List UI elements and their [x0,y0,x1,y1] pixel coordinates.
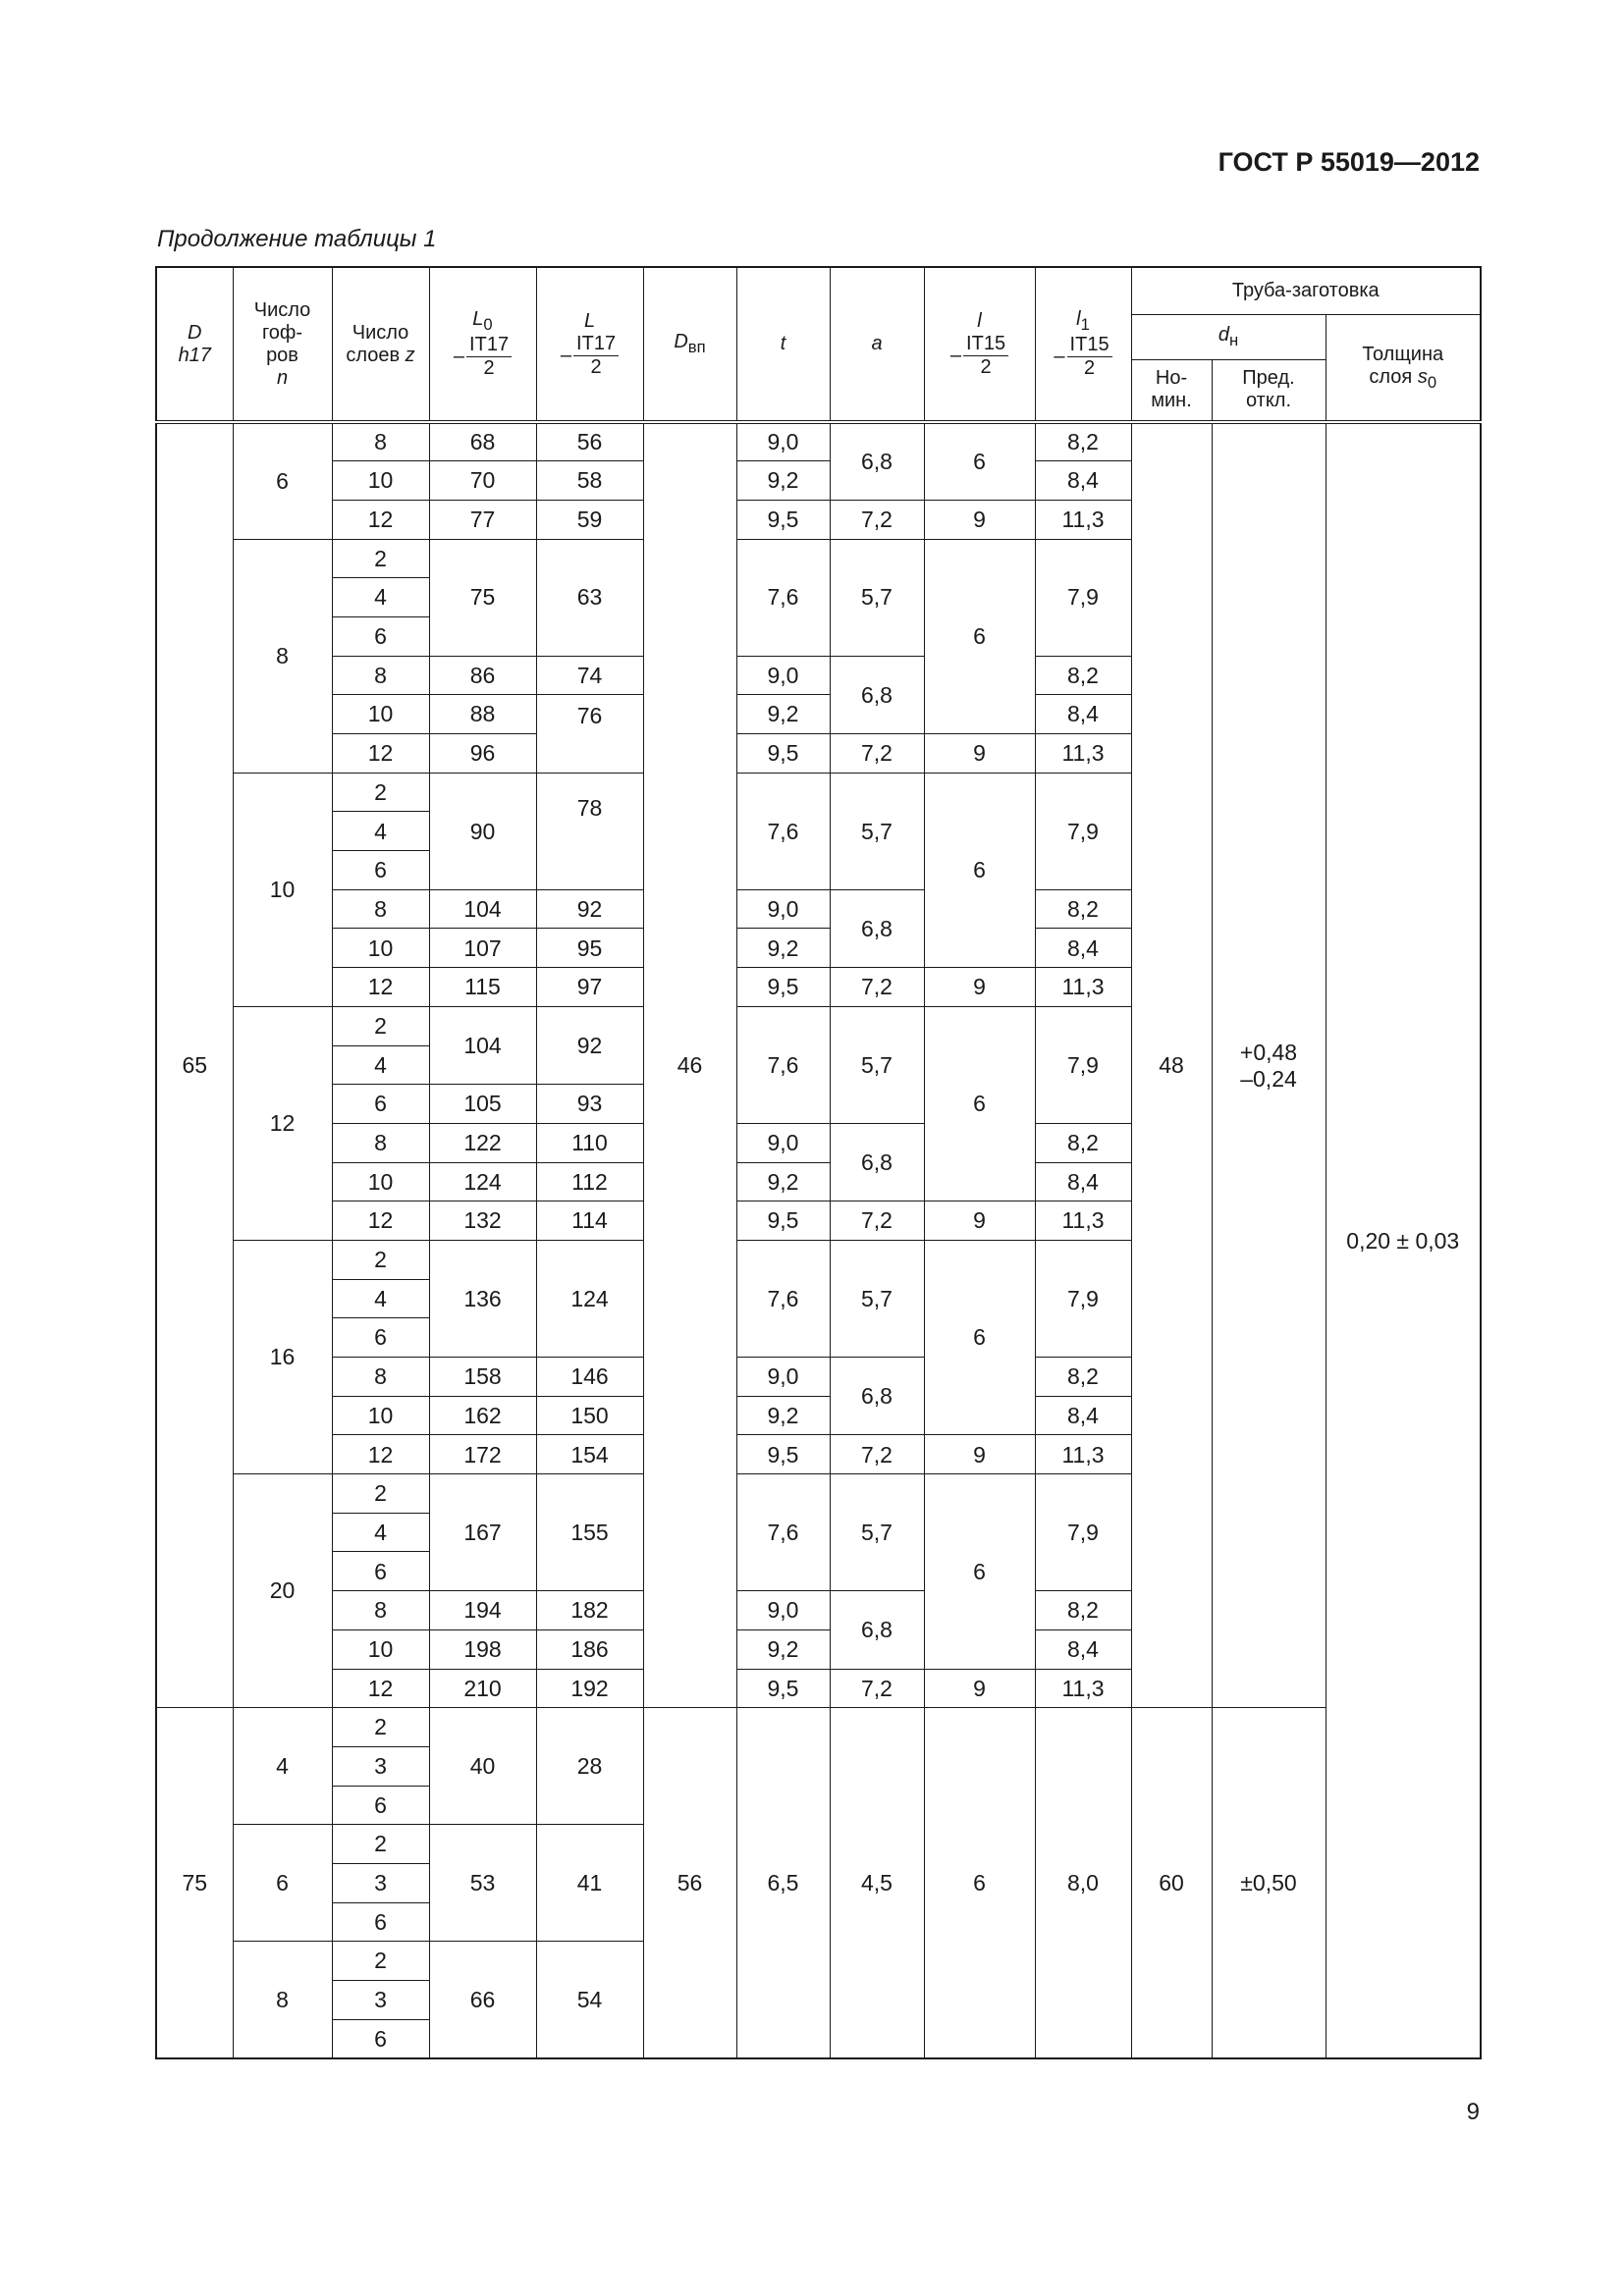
cell-t: 9,5 [736,500,830,539]
table-row [156,1708,1481,1747]
cell-l1: 7,9 [1035,539,1131,656]
cell-L0: 162 [429,1396,536,1435]
cell-z: 4 [332,1513,429,1552]
cell-t: 9,0 [736,889,830,929]
col-head-a: a [830,267,924,422]
cell-z: 2 [332,1240,429,1279]
cell-z: 4 [332,1279,429,1318]
cell-z: 6 [332,1552,429,1591]
cell-l: 9 [924,968,1035,1007]
cell-L0: 194 [429,1591,536,1630]
cell-n: 10 [233,773,332,1006]
cell-z: 6 [332,1085,429,1124]
cell-L: 92 [536,1006,643,1084]
cell-L0: 75 [429,539,536,656]
cell-l1: 7,9 [1035,1006,1131,1123]
cell-a: 7,2 [830,500,924,539]
cell-L: 76 [536,695,643,773]
cell-n: 12 [233,1006,332,1240]
cell-L0: 104 [429,889,536,929]
cell-L0: 66 [429,1942,536,2058]
col-head-L0: $L_0$ – IT17 2 [429,267,536,422]
cell-l: 6 [924,1474,1035,1669]
cell-t: 9,0 [736,656,830,695]
page-number: 9 [1466,2099,1480,2125]
cell-a: 6,8 [830,1358,924,1435]
col-head-t: t [736,267,830,422]
cell-t: 7,6 [736,1240,830,1357]
cell-L: 92 [536,889,643,929]
cell-dn-nominal: 60 [1131,1708,1212,2058]
cell-L0: 40 [429,1708,536,1825]
cell-l: 6 [924,1006,1035,1201]
col-head-l: l – IT15 2 [924,267,1035,422]
cell-L: 186 [536,1629,643,1669]
cell-t: 9,0 [736,1591,830,1630]
cell-t: 7,6 [736,1006,830,1123]
cell-L0: 124 [429,1162,536,1201]
cell-l1: 8,2 [1035,889,1131,929]
cell-z: 3 [332,1746,429,1786]
cell-L: 56 [536,422,643,461]
cell-l1: 11,3 [1035,500,1131,539]
cell-z: 4 [332,812,429,851]
cell-l1: 8,4 [1035,695,1131,734]
cell-t: 9,5 [736,1201,830,1241]
cell-z: 3 [332,1863,429,1902]
cell-L: 154 [536,1435,643,1474]
cell-L0: 198 [429,1629,536,1669]
cell-L0: 53 [429,1825,536,1942]
cell-t: 7,6 [736,539,830,656]
cell-t: 9,0 [736,1123,830,1162]
cell-l: 6 [924,773,1035,967]
cell-z: 2 [332,1942,429,1981]
cell-n: 8 [233,539,332,773]
cell-t: 7,6 [736,1474,830,1591]
cell-L: 97 [536,968,643,1007]
cell-a: 5,7 [830,1006,924,1123]
cell-l: 6 [924,539,1035,733]
cell-z: 12 [332,968,429,1007]
col-head-Dvp: $D_{вп}$ [643,267,736,422]
col-head-thickness: Толщина слоя $s_0$ [1326,314,1481,422]
cell-z: 4 [332,1045,429,1085]
col-head-pipe-blank: Труба-заготовка [1131,267,1481,314]
cell-a: 6,8 [830,889,924,967]
cell-l1: 11,3 [1035,1201,1131,1241]
dimensions-table [155,266,1482,2059]
cell-l1: 11,3 [1035,1669,1131,1708]
cell-L0: 68 [429,422,536,461]
cell-Dvp: 56 [643,1708,736,2058]
cell-L0: 70 [429,461,536,501]
cell-n: 6 [233,422,332,539]
col-head-layers: Число слоев z [332,267,429,422]
cell-l1: 11,3 [1035,734,1131,774]
cell-l1: 8,4 [1035,1162,1131,1201]
cell-z: 6 [332,1318,429,1358]
cell-L: 59 [536,500,643,539]
cell-L: 155 [536,1474,643,1591]
cell-z: 10 [332,1162,429,1201]
cell-t: 7,6 [736,773,830,889]
cell-t: 9,2 [736,695,830,734]
col-head-deviation: Пред. откл. [1212,359,1326,422]
cell-z: 2 [332,773,429,812]
cell-z: 2 [332,1825,429,1864]
cell-t: 9,2 [736,1629,830,1669]
cell-L0: 96 [429,734,536,774]
cell-n: 4 [233,1708,332,1825]
cell-L: 192 [536,1669,643,1708]
col-head-D: D h17 [156,267,233,422]
cell-a: 7,2 [830,1435,924,1474]
cell-z: 10 [332,1629,429,1669]
cell-L0: 115 [429,968,536,1007]
cell-L: 112 [536,1162,643,1201]
cell-l1: 8,4 [1035,1396,1131,1435]
cell-z: 12 [332,1435,429,1474]
cell-a: 6,8 [830,1591,924,1669]
cell-t: 9,5 [736,734,830,774]
standard-number: ГОСТ Р 55019—2012 [1218,147,1480,177]
cell-L0: 90 [429,773,536,889]
cell-z: 2 [332,1474,429,1514]
cell-l1: 7,9 [1035,1474,1131,1591]
cell-z: 2 [332,1708,429,1747]
cell-D: 75 [156,1708,233,2058]
cell-thickness: 0,20 ± 0,03 [1326,422,1481,2058]
cell-z: 2 [332,1006,429,1045]
cell-L0: 104 [429,1006,536,1084]
cell-l: 9 [924,500,1035,539]
cell-z: 6 [332,1786,429,1825]
cell-l1: 8,0 [1035,1708,1131,2058]
cell-L: 41 [536,1825,643,1942]
cell-l: 6 [924,1708,1035,2058]
table-row [156,422,1481,461]
cell-L0: 158 [429,1358,536,1397]
col-head-dn: $d_н$ [1131,314,1326,359]
cell-a: 7,2 [830,968,924,1007]
cell-t: 9,0 [736,422,830,461]
cell-L: 182 [536,1591,643,1630]
cell-t: 9,2 [736,461,830,501]
cell-a: 6,8 [830,656,924,733]
table-body [156,422,1481,2058]
cell-L: 114 [536,1201,643,1241]
cell-dn-deviation: +0,48 –0,24 [1212,422,1326,1708]
cell-l: 9 [924,1435,1035,1474]
cell-L: 150 [536,1396,643,1435]
cell-a: 7,2 [830,734,924,774]
cell-z: 10 [332,695,429,734]
cell-z: 12 [332,1669,429,1708]
col-head-L: L – IT17 2 [536,267,643,422]
cell-L: 146 [536,1358,643,1397]
cell-l1: 8,4 [1035,929,1131,968]
cell-z: 4 [332,578,429,617]
cell-z: 8 [332,889,429,929]
cell-z: 6 [332,2019,429,2058]
cell-L0: 86 [429,656,536,695]
cell-z: 6 [332,616,429,656]
cell-l: 9 [924,1201,1035,1241]
cell-L: 58 [536,461,643,501]
cell-t: 9,5 [736,968,830,1007]
cell-l1: 11,3 [1035,1435,1131,1474]
cell-z: 10 [332,461,429,501]
cell-D: 65 [156,422,233,1708]
col-head-nominal: Но- мин. [1131,359,1212,422]
cell-L: 63 [536,539,643,656]
cell-z: 8 [332,1123,429,1162]
cell-z: 10 [332,929,429,968]
cell-z: 12 [332,1201,429,1241]
cell-t: 9,2 [736,1396,830,1435]
cell-l: 9 [924,1669,1035,1708]
cell-z: 6 [332,851,429,890]
cell-a: 5,7 [830,1240,924,1357]
cell-n: 16 [233,1240,332,1473]
cell-z: 6 [332,1902,429,1942]
cell-l1: 8,2 [1035,656,1131,695]
cell-L: 93 [536,1085,643,1124]
cell-l: 6 [924,1240,1035,1434]
cell-l1: 7,9 [1035,1240,1131,1357]
cell-n: 20 [233,1474,332,1708]
cell-a: 5,7 [830,1474,924,1591]
cell-a: 6,8 [830,1123,924,1201]
cell-Dvp: 46 [643,422,736,1708]
cell-l1: 8,2 [1035,1123,1131,1162]
cell-L0: 105 [429,1085,536,1124]
cell-z: 8 [332,1591,429,1630]
cell-a: 5,7 [830,773,924,889]
cell-t: 9,2 [736,929,830,968]
cell-L: 110 [536,1123,643,1162]
table-caption: Продолжение таблицы 1 [157,226,437,252]
cell-z: 8 [332,656,429,695]
cell-L0: 88 [429,695,536,734]
cell-l1: 8,4 [1035,461,1131,501]
cell-L0: 167 [429,1474,536,1591]
cell-l: 9 [924,734,1035,774]
cell-n: 6 [233,1825,332,1942]
cell-L: 78 [536,773,643,889]
cell-z: 3 [332,1981,429,2020]
cell-l1: 8,2 [1035,1358,1131,1397]
cell-a: 7,2 [830,1201,924,1241]
cell-t: 9,5 [736,1669,830,1708]
cell-L0: 122 [429,1123,536,1162]
cell-dn-deviation: ±0,50 [1212,1708,1326,2058]
cell-t: 9,2 [736,1162,830,1201]
cell-L: 54 [536,1942,643,2058]
cell-z: 2 [332,539,429,578]
cell-n: 8 [233,1942,332,2058]
cell-L0: 107 [429,929,536,968]
cell-l1: 7,9 [1035,773,1131,889]
cell-dn-nominal: 48 [1131,422,1212,1708]
cell-l1: 8,2 [1035,422,1131,461]
cell-L: 95 [536,929,643,968]
col-head-corrugations: Число гоф- ров n [233,267,332,422]
cell-l1: 8,4 [1035,1629,1131,1669]
col-head-l1: $l_1$ – IT15 2 [1035,267,1131,422]
cell-a: 7,2 [830,1669,924,1708]
cell-a: 4,5 [830,1708,924,2058]
cell-z: 8 [332,422,429,461]
table-header [156,267,1481,422]
cell-L0: 132 [429,1201,536,1241]
cell-z: 10 [332,1396,429,1435]
cell-L0: 136 [429,1240,536,1357]
cell-z: 12 [332,500,429,539]
cell-L: 124 [536,1240,643,1357]
cell-L: 74 [536,656,643,695]
cell-a: 6,8 [830,422,924,500]
cell-a: 5,7 [830,539,924,656]
cell-z: 8 [332,1358,429,1397]
cell-L: 28 [536,1708,643,1825]
cell-l1: 8,2 [1035,1591,1131,1630]
cell-L0: 77 [429,500,536,539]
cell-t: 6,5 [736,1708,830,2058]
cell-z: 12 [332,734,429,774]
cell-l1: 11,3 [1035,968,1131,1007]
cell-t: 9,5 [736,1435,830,1474]
cell-t: 9,0 [736,1358,830,1397]
cell-L0: 172 [429,1435,536,1474]
cell-L0: 210 [429,1669,536,1708]
cell-l: 6 [924,422,1035,500]
